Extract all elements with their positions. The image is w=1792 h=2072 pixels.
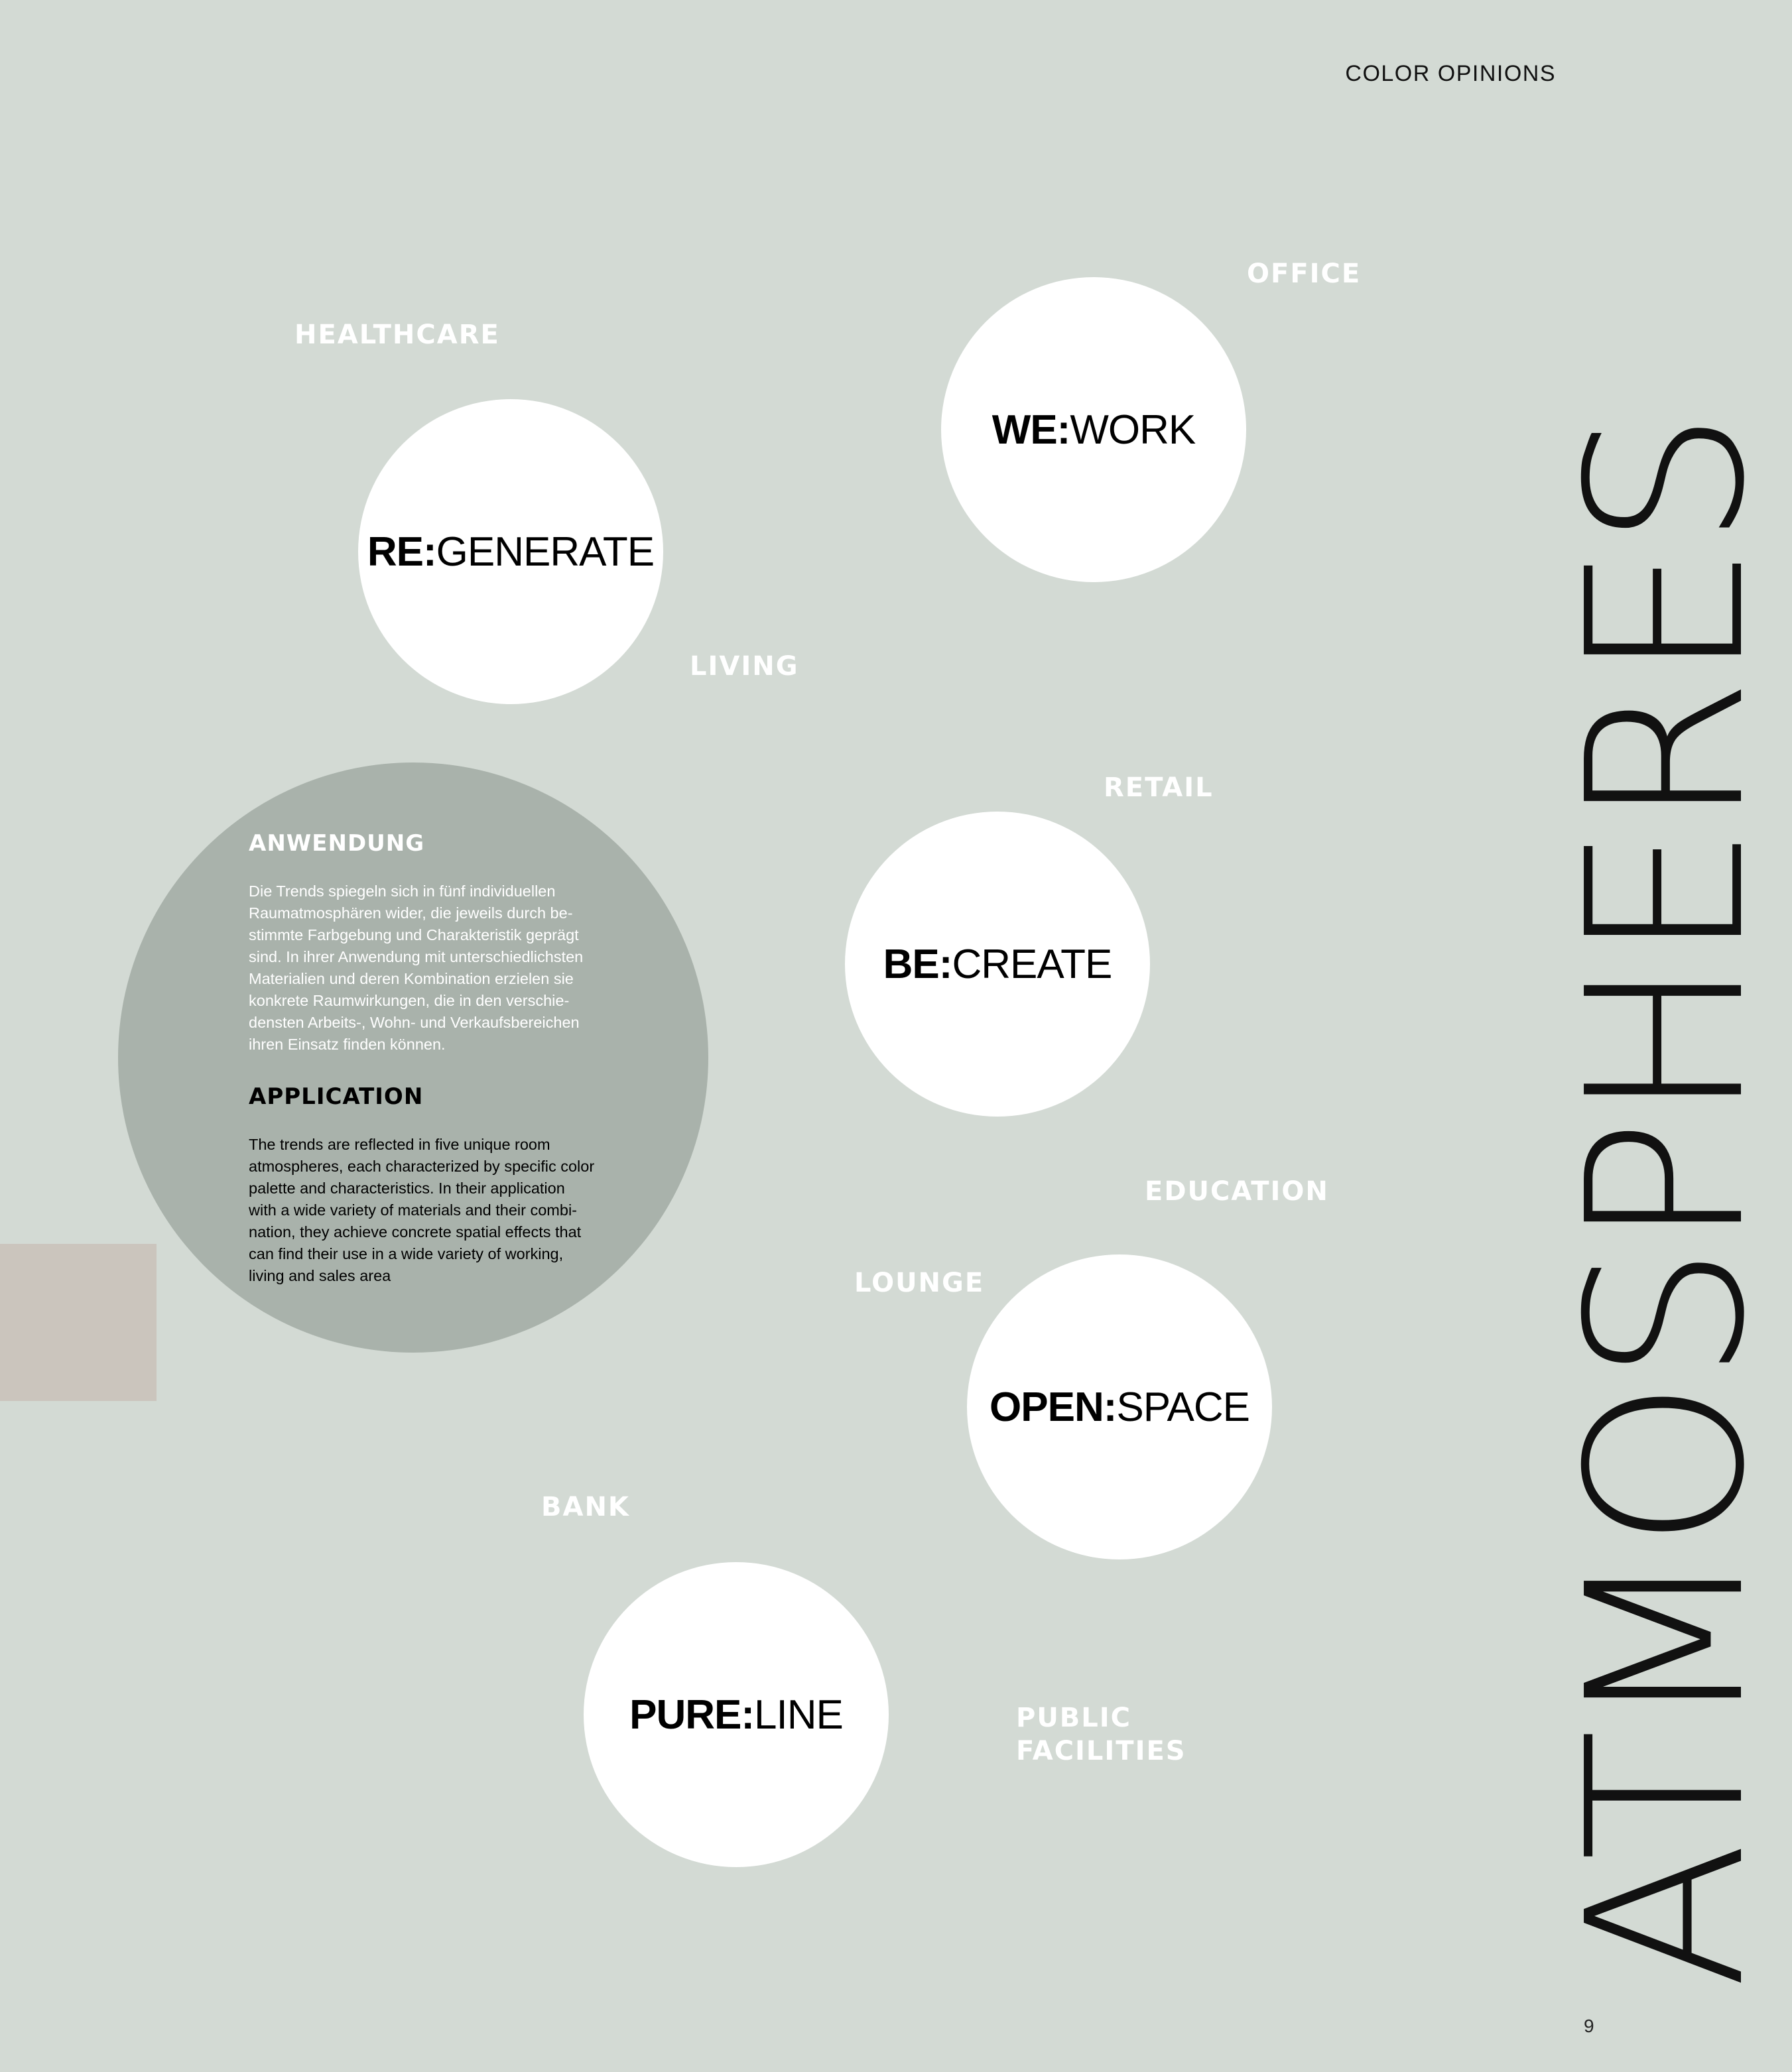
sector-lounge: LOUNGE [854, 1268, 985, 1298]
atmosphere-prefix: RE: [367, 528, 436, 575]
de-line: konkrete Raumwirkungen, die in den verschie- [249, 992, 570, 1009]
atmosphere-circle-line [584, 1562, 889, 1867]
de-line: Raumatmosphären wider, die jeweils durch be- [249, 904, 573, 922]
de-line: Die Trends spiegeln sich in fünf individuellen [249, 883, 556, 900]
sector-retail: RETAIL [1104, 772, 1214, 803]
atmosphere-circle-create [845, 812, 1150, 1117]
en-body [249, 1134, 633, 1287]
atmosphere-prefix: BE: [883, 941, 952, 987]
sector-public-facilities-line1: PUBLIC [1016, 1703, 1132, 1733]
de-line: Materialien und deren Kombination erzielen sie [249, 970, 574, 987]
atmosphere-prefix: OPEN: [990, 1384, 1117, 1430]
atmosphere-label [990, 1384, 1249, 1431]
sector-healthcare: HEALTHCARE [294, 320, 500, 350]
sector-public-facilities [1016, 1701, 1186, 1768]
atmosphere-label [992, 406, 1195, 454]
atmosphere-label [629, 1691, 843, 1738]
atmosphere-circle-work [941, 277, 1246, 582]
en-line: with a wide variety of materials and their combi- [249, 1201, 578, 1219]
en-line: The trends are reflected in five unique room [249, 1136, 550, 1153]
en-line: palette and characteristics. In their application [249, 1180, 565, 1197]
en-heading: APPLICATION [249, 1083, 424, 1110]
en-line: nation, they achieve concrete spatial effects that [249, 1223, 582, 1241]
atmosphere-name: SPACE [1116, 1384, 1249, 1430]
vertical-title: ATMOSPHERES [1541, 412, 1792, 1989]
de-heading: ANWENDUNG [249, 830, 425, 857]
atmosphere-circle-regenerate [358, 399, 663, 704]
atmosphere-name: GENERATE [436, 528, 655, 575]
atmosphere-prefix: WE: [992, 406, 1070, 453]
atmosphere-circle-space [967, 1254, 1272, 1559]
sector-public-facilities-line2: FACILITIES [1016, 1736, 1186, 1766]
de-body [249, 881, 633, 1056]
atmosphere-prefix: PURE: [629, 1691, 755, 1738]
sector-living: LIVING [690, 651, 799, 682]
color-swatch [0, 1244, 157, 1401]
atmosphere-name: WORK [1070, 406, 1196, 453]
sector-bank: BANK [541, 1492, 630, 1522]
de-line: sind. In ihrer Anwendung mit unterschiedlichsten [249, 948, 584, 965]
de-line: ihren Einsatz finden können. [249, 1036, 446, 1053]
de-line: densten Arbeits-, Wohn- und Verkaufsbereichen [249, 1014, 580, 1031]
section-title: COLOR OPINIONS [1345, 61, 1556, 86]
sector-office: OFFICE [1247, 259, 1362, 289]
atmosphere-label [367, 528, 654, 576]
atmosphere-name: LINE [754, 1691, 843, 1738]
page-number: 9 [1584, 2016, 1594, 2036]
atmosphere-name: CREATE [952, 941, 1112, 987]
atmosphere-label [883, 941, 1112, 988]
en-line: atmospheres, each characterized by specific color [249, 1158, 595, 1175]
de-line: stimmte Farbgebung und Charakteristik geprägt [249, 926, 579, 944]
sector-education: EDUCATION [1145, 1176, 1329, 1207]
en-line: living and sales area [249, 1267, 391, 1284]
en-line: can find their use in a wide variety of working, [249, 1245, 564, 1262]
